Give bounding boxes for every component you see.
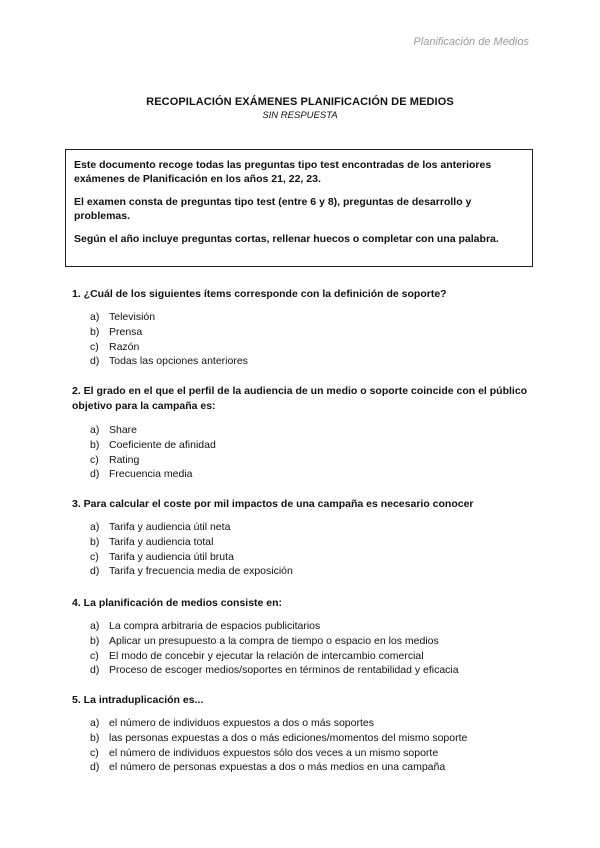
option-item (90, 354, 530, 369)
question-4-options (90, 619, 530, 678)
intro-paragraph: Este documento recoge todas las preguntas tipo test encontradas de los anteriores exámenes de Planificación en los años 21, 22, 23. (74, 159, 492, 185)
option-item (90, 731, 530, 746)
option-letter: d) (90, 355, 100, 368)
option-letter: b) (90, 731, 100, 744)
option-text: el número de individuos expuestos a dos o más soportes (109, 717, 374, 729)
option-letter: c) (90, 649, 99, 662)
option-text: Prensa (109, 325, 143, 338)
option-item (90, 535, 530, 550)
option-letter: c) (90, 340, 99, 353)
option-item (90, 564, 530, 579)
option-text: Razón (109, 340, 140, 353)
option-letter: b) (90, 535, 100, 548)
option-item (90, 423, 530, 438)
option-letter: b) (90, 634, 100, 647)
option-item (90, 619, 530, 634)
option-text: Tarifa y audiencia total (109, 535, 214, 548)
option-letter: d) (90, 664, 100, 677)
option-text: Frecuencia media (109, 468, 193, 481)
option-letter: d) (90, 761, 100, 774)
intro-paragraph: Según el año incluye preguntas cortas, rellenar huecos o completar con una palabra. (74, 233, 499, 245)
option-letter: c) (90, 550, 99, 563)
option-letter: a) (90, 311, 100, 323)
option-item (90, 649, 530, 664)
option-letter: a) (90, 424, 100, 436)
option-item (90, 634, 530, 649)
option-letter: c) (90, 746, 99, 759)
option-text: el número de personas expuestas a dos o más medios en una campaña (109, 761, 446, 774)
option-text: Share (109, 424, 138, 436)
option-text: Aplicar un presupuesto a la compra de tiempo o espacio en los medios (109, 634, 439, 647)
option-letter: b) (90, 325, 100, 338)
intro-box (65, 149, 533, 267)
option-text: Todas las opciones anteriores (109, 355, 248, 368)
question-3-options (90, 520, 530, 579)
option-text: Tarifa y audiencia útil bruta (109, 550, 234, 563)
option-item (90, 467, 530, 482)
option-letter: d) (90, 565, 100, 578)
option-text: el número de individuos expuestos sólo dos veces a un mismo soporte (109, 746, 439, 759)
question-2-options (90, 423, 530, 482)
option-text: Tarifa y frecuencia media de exposición (109, 565, 293, 578)
option-item (90, 663, 530, 678)
option-letter: a) (90, 521, 100, 533)
option-item (90, 310, 530, 325)
option-letter: c) (90, 453, 99, 466)
question-5-options (90, 716, 530, 775)
option-letter: b) (90, 438, 100, 451)
question-5: 5. La intraduplicación es... (72, 694, 204, 706)
option-text: Coeficiente de afinidad (109, 438, 216, 451)
document-title: RECOPILACIÓN EXÁMENES PLANIFICACIÓN DE MEDIOS (146, 96, 454, 108)
option-letter: a) (90, 717, 100, 729)
question-1-options (90, 310, 530, 369)
option-item (90, 340, 530, 355)
option-item (90, 453, 530, 468)
option-item (90, 325, 530, 340)
option-item (90, 550, 530, 565)
intro-paragraph: El examen consta de preguntas tipo test (entre 6 y 8), preguntas de desarrollo y problemas. (74, 196, 472, 222)
option-text: La compra arbitraria de espacios publicitarios (109, 620, 321, 632)
option-letter: d) (90, 468, 100, 481)
option-text: El modo de concebir y ejecutar la relación de intercambio comercial (109, 649, 424, 662)
option-text: Rating (109, 453, 140, 466)
question-4: 4. La planificación de medios consiste en: (72, 597, 283, 609)
question-3: 3. Para calcular el coste por mil impactos de una campaña es necesario conocer (72, 498, 474, 510)
document-subtitle: SIN RESPUESTA (262, 110, 338, 121)
option-text: las personas expuestas a dos o más ediciones/momentos del mismo soporte (109, 731, 468, 744)
option-text: Televisión (109, 311, 156, 323)
option-letter: a) (90, 620, 100, 632)
option-item (90, 520, 530, 535)
running-header: Planificación de Medios (413, 36, 529, 48)
question-1: 1. ¿Cuál de los siguientes ítems corresponde con la definición de soporte? (72, 288, 447, 300)
option-item (90, 746, 530, 761)
option-text: Proceso de escoger medios/soportes en términos de rentabilidad y eficacia (109, 664, 459, 677)
option-text: Tarifa y audiencia útil neta (109, 521, 231, 533)
option-item (90, 716, 530, 731)
option-item (90, 760, 530, 775)
option-item (90, 438, 530, 453)
question-2: 2. El grado en el que el perfil de la audiencia de un medio o soporte coincide con el público objetivo para la campaña es: (72, 385, 528, 412)
